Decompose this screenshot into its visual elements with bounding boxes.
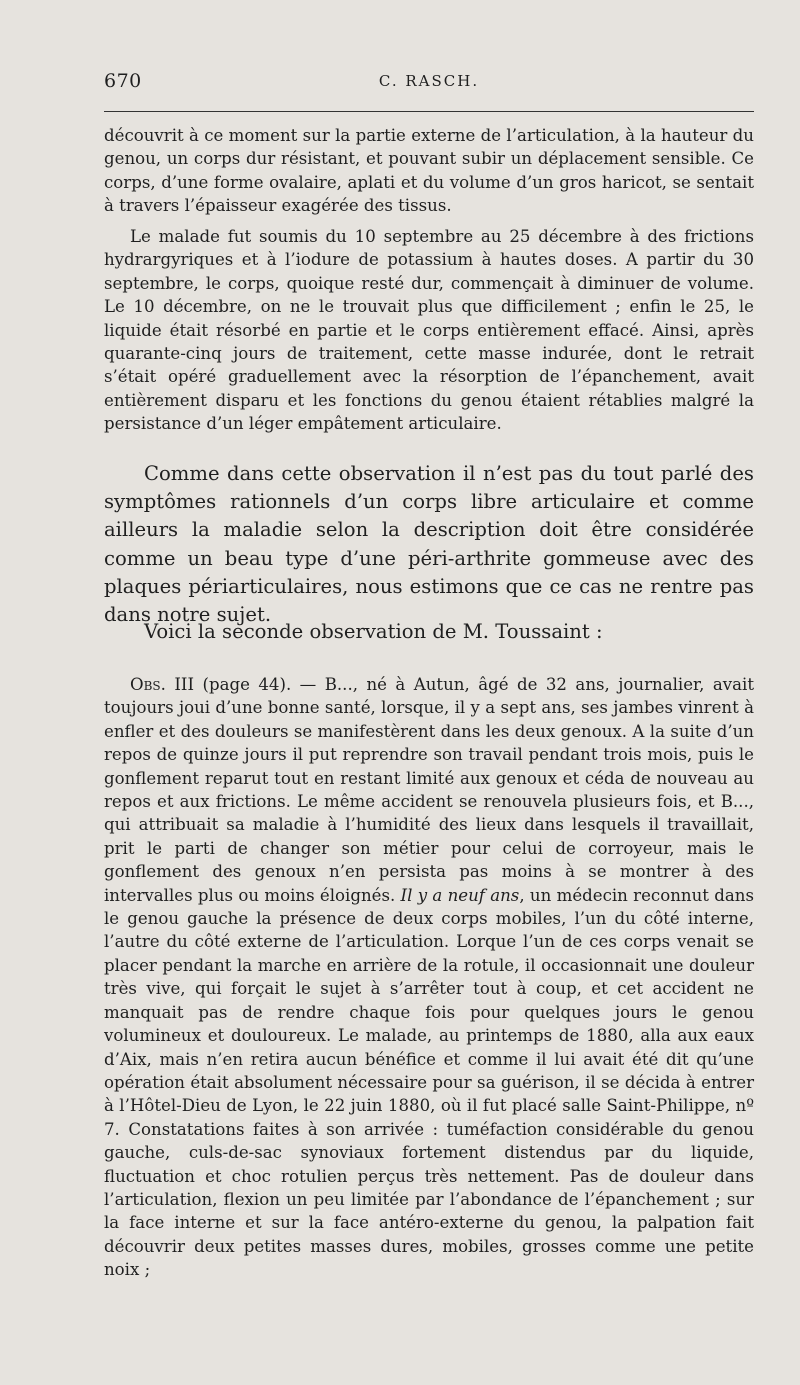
observation-text-part-2: , un médecin reconnut dans le genou gauche la présence de deux corps mobiles, l’un du côté interne, l’autre du côté externe de l’articulation. Lorque l’un de ces corps venait se placer pendant la marche en arrière de la rotule, il occasionnait une douleur très vive, qui forçait le sujet à s’arrêter tout à coup, et cet accident ne manquait pas de rendre chaque fois pour quelques jours le genou volumineux et douloureux. Le malade, au printemps de 1880, alla aux eaux d’Aix, mais n’en retira aucun bénéfice et comme il lui avait été dit qu’une opération était absolument nécessaire pour sa guérison, il se décida à entrer à l’Hôtel-Dieu de Lyon, le 22 juin 1880, où il fut placé salle Saint-Philippe, nº 7. Constatations faites à son arrivée : tuméfaction considérable du genou gauche, culs-de-sac synoviaux fortement distendus par du liquide, fluctuation et choc rotulien perçus très nettement. Pas de douleur dans l’articulation, flexion un peu limitée par l’abondance de l’épanchement ; sur la face interne et sur la face antéro-externe du genou, la palpation fait découvrir deux petites masses dures, mobiles, grosses comme une petite noix ; — [104, 885, 754, 1280]
paragraph-text: découvrit à ce moment sur la partie externe de l’articulation, à la hauteur du genou, un corps dur résistant, et pouvant subir un déplacement sensible. Ce corps, d’une forme ovalaire, aplati et du volume d’un gros haricot, se sentait à travers l’épaisseur exagérée des tissus. — [104, 126, 754, 216]
page-number: 670 — [104, 70, 142, 92]
page-header — [104, 70, 754, 100]
paragraph-text: Voici la seconde observation de M. Toussaint : — [144, 620, 603, 643]
running-head: C. RASCH. — [378, 72, 480, 90]
paragraph-observation-iii — [104, 673, 754, 1282]
observation-italic-phrase: Il y a neuf ans — [400, 885, 520, 905]
header-rule — [104, 111, 754, 112]
paragraph-text: Le malade fut soumis du 10 septembre au 25 décembre à des frictions hydrargyriques et à l’iodure de potassium à hautes doses. A partir du 30 septembre, le corps, quoique resté dur, commençait à diminuer de volume. Le 10 décembre, on ne le trouvait plus que difficilement ; enfin le 25, le liquide était résorbé en partie et le corps entièrement effacé. Ainsi, après quarante-cinq jours de traitement, cette masse indurée, dont le retrait s’était opéré graduellement avec la résorption de l’épanchement, avait entièrement disparu et les fonctions du genou étaient rétablies malgré la persistance d’un léger empâtement articulaire. — [104, 227, 754, 434]
paragraph-commentary — [104, 460, 754, 629]
paragraph-intro-observation — [104, 618, 754, 646]
paragraph-treatment — [104, 225, 754, 436]
paragraph-text: Comme dans cette observation il n’est pas du tout parlé des symptômes rationnels d’un corps libre articulaire et comme ailleurs la maladie selon la description doit être considérée comme un beau type d’une péri-arthrite gommeuse avec des plaques périarticulaires, nous estimons que ce cas ne rentre pas dans notre sujet. — [104, 462, 754, 627]
paragraph-text — [104, 673, 754, 1282]
observation-label: Obs. III — [130, 675, 195, 694]
observation-text-part-1: (page 44). — B..., né à Autun, âgé de 32 ans, journalier, avait toujours joui d’une bonne santé, lorsque, il y a sept ans, ses jambes vinrent à enfler et des douleurs se manifestèrent dans les deux genoux. A la suite d’un repos de quinze jours il put reprendre son travail pendant trois mois, puis le gonflement reparut tout en restant limité aux genoux et céda de nouveau au repos et aux frictions. Le même accident se renouvela plusieurs fois, et B..., qui attribuait sa maladie à l’humidité des lieux dans lesquels il travaillait, prit le parti de changer son métier pour celui de corroyeur, mais le gonflement des genoux n’en persista pas moins à se montrer à des intervalles plus ou moins éloignés. — [104, 675, 754, 905]
paragraph-continuation — [104, 124, 754, 218]
